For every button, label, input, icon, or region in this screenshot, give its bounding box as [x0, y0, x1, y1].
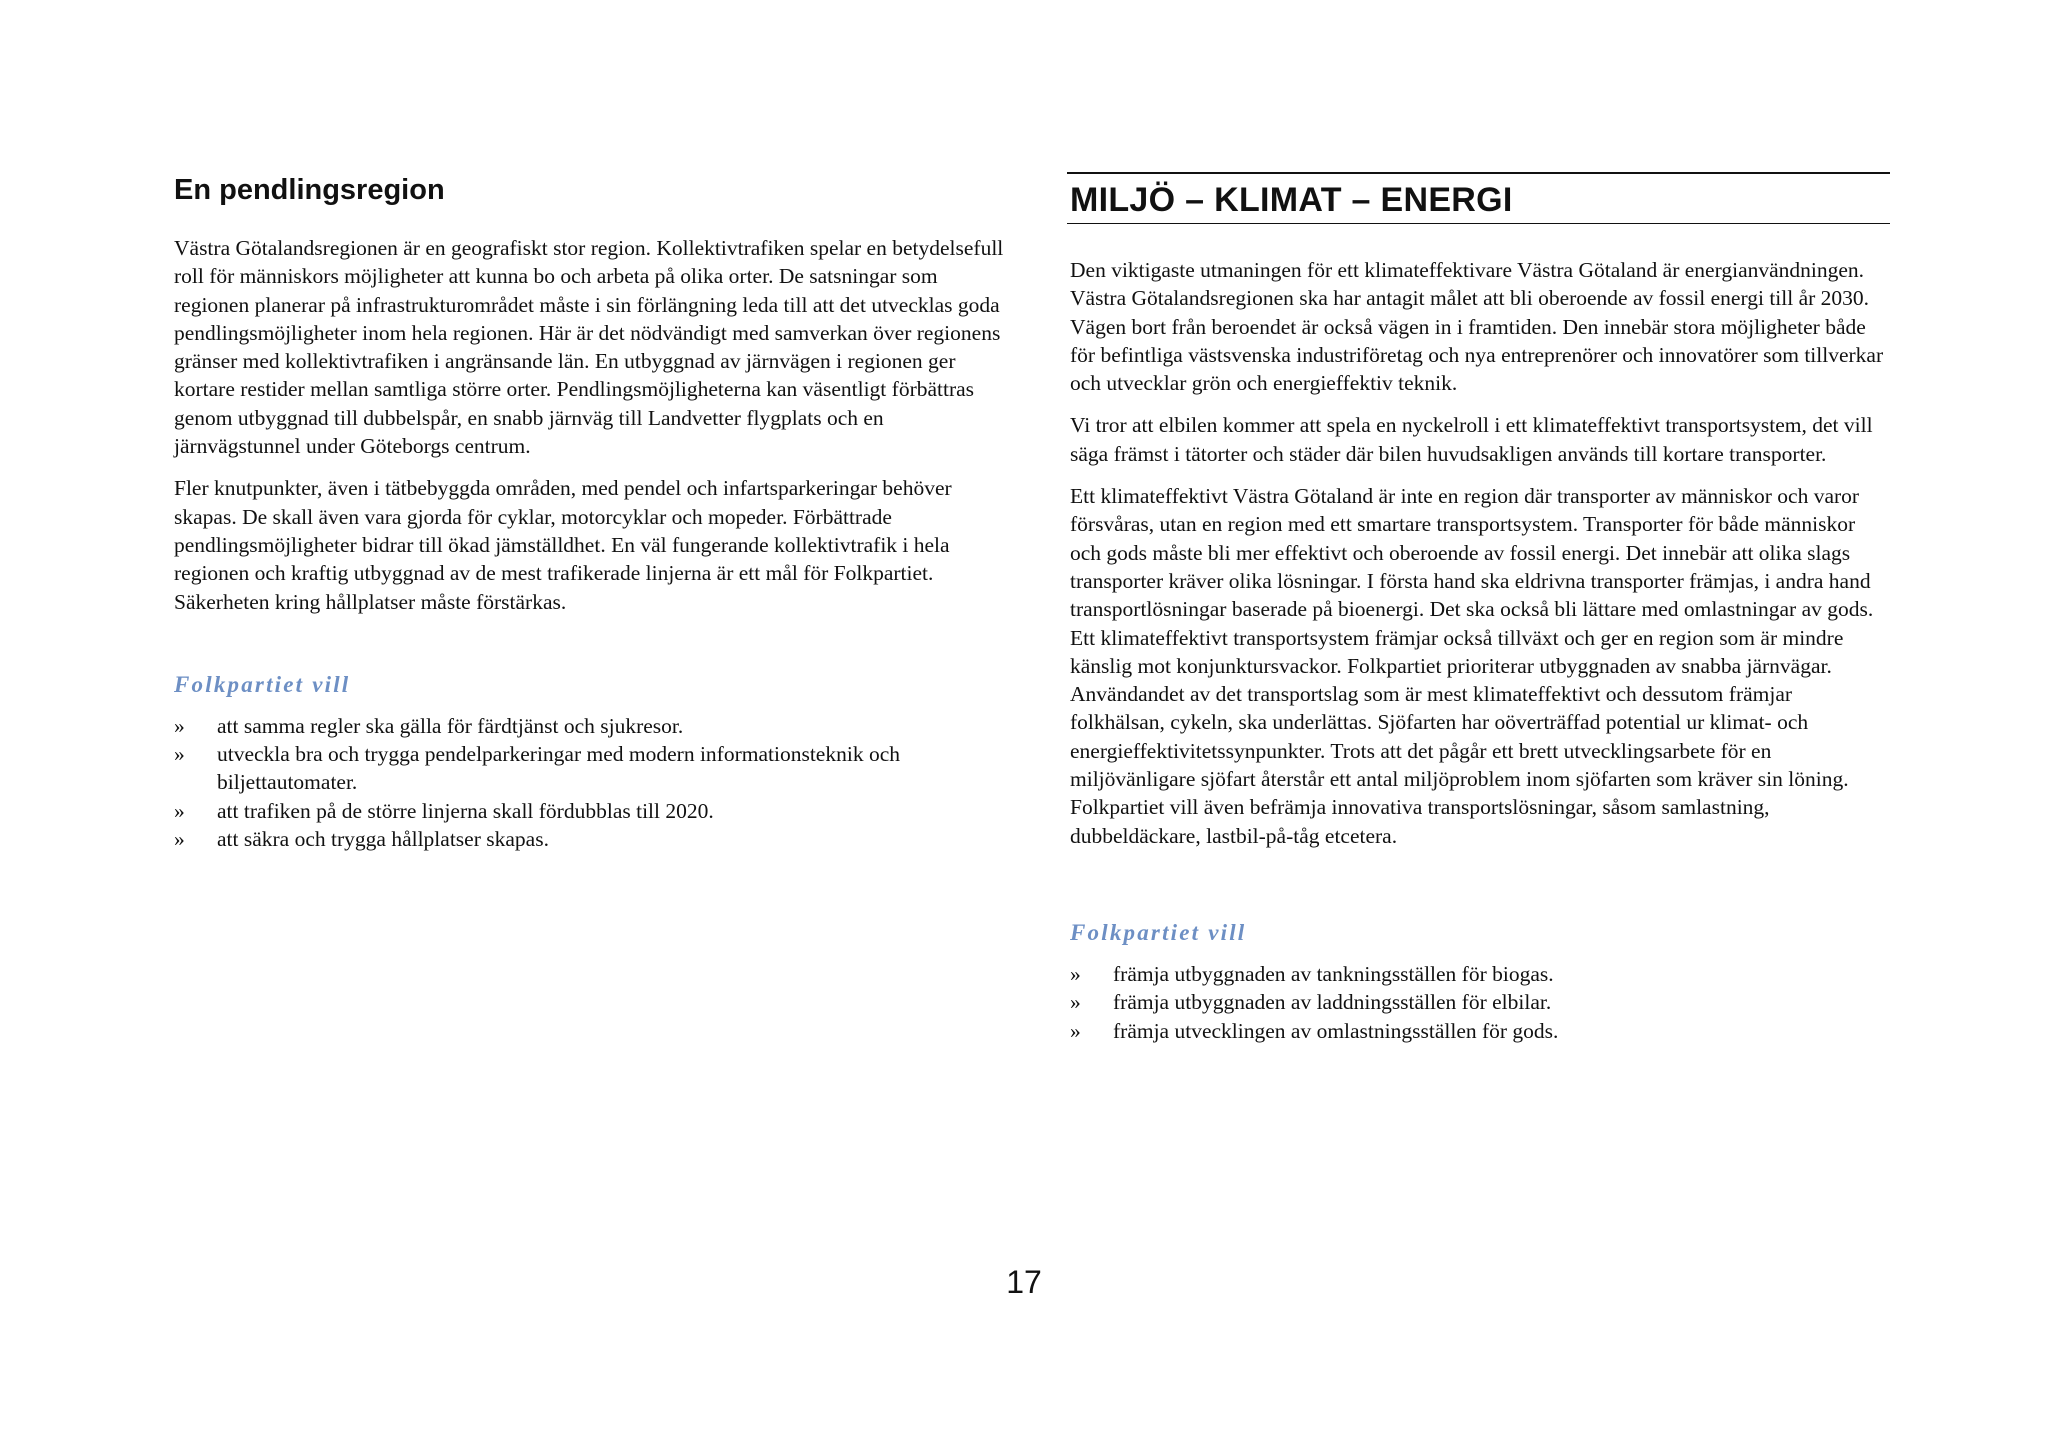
body-paragraph: Västra Götalandsregionen är en geografiskt stor region. Kollektivtrafiken spelar en betydelsefull roll för människors möjligheter att kunna bo och arbeta på olika orter. De satsningar som regionen planerar på infrastrukturområdet måste i sin förlängning leda till att det utvecklas goda pendlingsmöjligheter inom hela regionen. Här är det nödvändigt med samverkan över regionens gränser med kollektivtrafiken i angränsande län. En utbyggnad av järnvägen i regionen ger kortare restider mellan samtliga större orter. Pendlingsmöjligheterna kan väsentligt förbättras genom utbyggnad till dubbelspår, en snabb järnväg till Landvetter flygplats och en järnvägstunnel under Göteborgs centrum. — [174, 236, 1004, 459]
body-paragraph: Ett klimateffektivt Västra Götaland är inte en region där transporter av människor och varor försvåras, utan en region med ett smartare transportsystem. Transporter för både människor och gods måste bli mer effektivt och oberoende av fossil energi. Det innebär att olika slags transporter kräver olika lösningar. I första hand ska eldrivna transporter främjas, i andra hand transportlösningar baserade på bioenergi. Det ska också bli lättare med omlastningar av gods. Ett klimateffektivt transportsystem främjar också tillväxt och ger en region som är mindre känslig mot konjunktursvackor. Folkpartiet prioriterar utbyggnaden av snabba järnvägar. Användandet av det transportslag som är mest klimateffektivt och dessutom främjar folkhälsan, cykeln, ska underlättas. Sjöfarten har oöverträffad potential ur klimat- och energieffektivitetssynpunkter. Trots att det pågår ett brett utvecklingsarbete för en miljövänligare sjöfart återstår ett antal miljöproblem inom sjöfarten som kräver sin löning. Folkpartiet vill även befrämja innovativa transportslösningar, såsom samlastning, dubbeldäckare, lastbil-på-tåg etcetera. — [1070, 484, 1874, 848]
left-column — [174, 172, 1009, 853]
demands-list — [1070, 960, 1890, 1045]
section-title-bar — [1067, 172, 1890, 224]
bullet-marker: » — [174, 713, 185, 738]
section-heading-pendlingsregion: En pendlingsregion — [174, 174, 445, 206]
list-item-text: att säkra och trygga hållplatser skapas. — [217, 827, 549, 852]
list-item — [1070, 988, 1890, 1016]
body-paragraph: Fler knutpunkter, även i tätbebyggda områden, med pendel och infartsparkeringar behöver skapas. De skall även vara gjorda för cyklar, motorcyklar och mopeder. Förbättrade pendlingsmöjligheter bidrar till ökad jämställdhet. En väl fungerande kollektivtrafik i hela regionen och kraftig utbyggnad av de mest trafikerade linjerna är ett mål för Folkpartiet. Säkerheten kring hållplatser måste förstärkas. — [174, 476, 952, 614]
list-item — [174, 825, 1009, 853]
list-item-text: att samma regler ska gälla för färdtjänst och sjukresor. — [217, 713, 684, 738]
list-item-text: att trafiken på de större linjerna skall fördubblas till 2020. — [217, 798, 714, 823]
list-item — [1070, 960, 1890, 988]
list-item — [174, 740, 1009, 797]
page-number: 17 — [1006, 1264, 1042, 1300]
list-item-text: främja utbyggnaden av laddningsställen för elbilar. — [1113, 990, 1552, 1015]
bullet-marker: » — [1070, 1018, 1081, 1043]
folkpartiet-vill-heading: Folkpartiet vill — [174, 671, 351, 697]
body-paragraph: Vi tror att elbilen kommer att spela en nyckelroll i ett klimateffektivt transportsystem, det vill säga främst i tätorter och städer där bilen huvudsakligen används till kortare transporter. — [1070, 413, 1873, 466]
right-column — [1070, 172, 1890, 1045]
list-item-text: främja utvecklingen av omlastningsställen för gods. — [1113, 1018, 1559, 1043]
demands-list — [174, 712, 1009, 853]
bullet-marker: » — [174, 798, 185, 823]
body-paragraph: Den viktigaste utmaningen för ett klimateffektivare Västra Götaland är energianvändningen. Västra Götalandsregionen ska har antagit målet att bli oberoende av fossil energi till år 2030. Vägen bort från beroendet är också vägen in i framtiden. Den innebär stora möjligheter både för befintliga västsvenska industriföretag och nya entreprenörer och innovatörer som tillverkar och utvecklar grön och energieffektiv teknik. — [1070, 258, 1884, 396]
bullet-marker: » — [1070, 990, 1081, 1015]
bullet-marker: » — [174, 742, 185, 767]
list-item — [174, 797, 1009, 825]
section-title-miljo-klimat-energi: MILJÖ – KLIMAT – ENERGI — [1070, 181, 1513, 219]
bullet-marker: » — [1070, 961, 1081, 986]
folkpartiet-vill-heading: Folkpartiet vill — [1070, 919, 1247, 945]
bullet-marker: » — [174, 827, 185, 852]
list-item-text: utveckla bra och trygga pendelparkeringar med modern informationsteknik och biljettautomater. — [217, 742, 900, 795]
list-item — [174, 712, 1009, 740]
list-item-text: främja utbyggnaden av tankningsställen för biogas. — [1113, 961, 1554, 986]
list-item — [1070, 1017, 1890, 1045]
